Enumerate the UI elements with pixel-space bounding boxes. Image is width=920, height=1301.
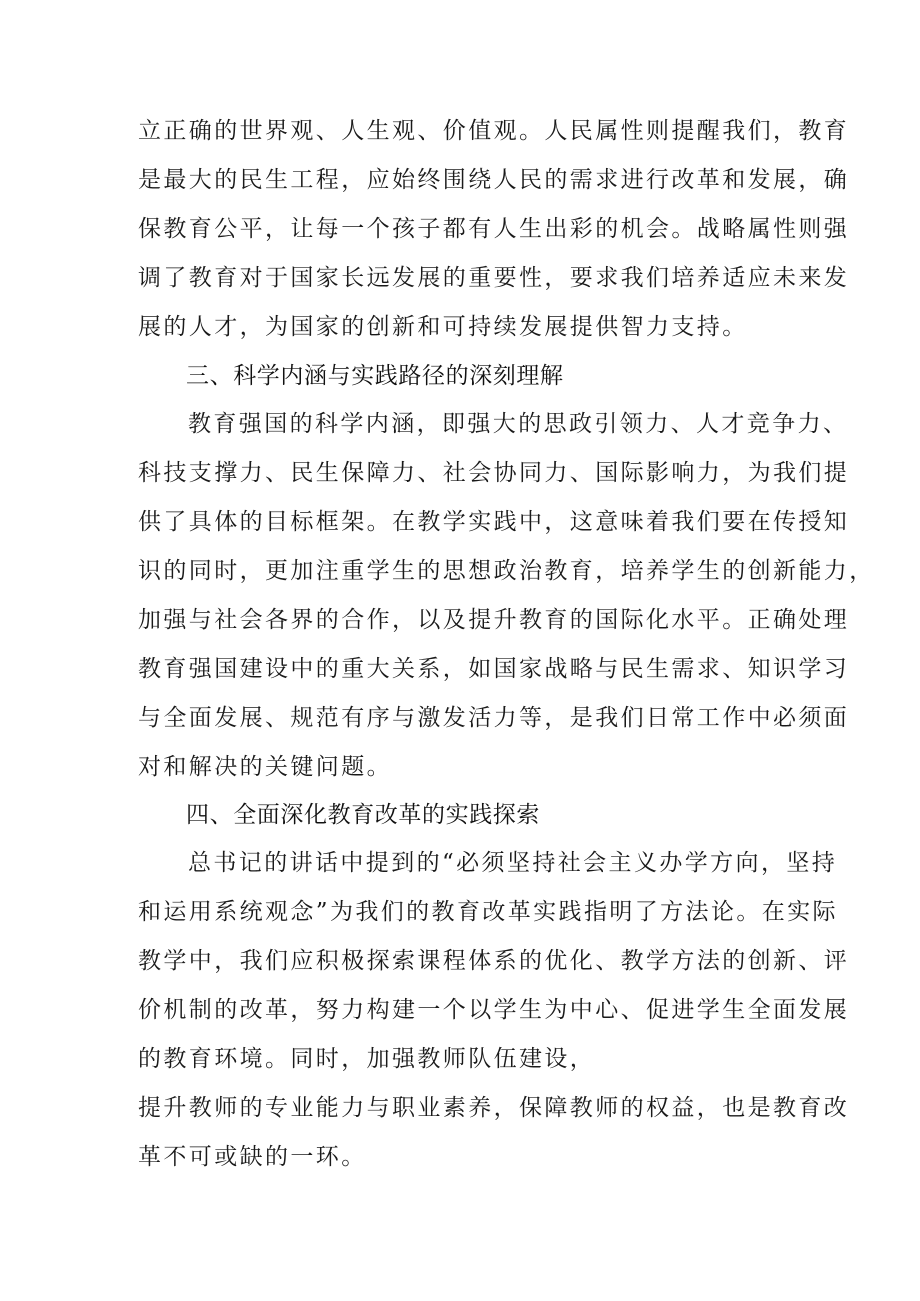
section-heading-3: 三、科学内涵与实践路径的深刻理解 [186, 363, 564, 389]
paragraph-line: 革不可或缺的一环。 [138, 1144, 367, 1170]
paragraph-line: 加强与社会各界的合作，以及提升教育的国际化水平。正确处理 [138, 607, 850, 633]
paragraph-line: 教育强国建设中的重大关系，如国家战略与民生需求、知识学习 [138, 656, 850, 682]
paragraph-line: 供了具体的目标框架。在教学实践中，这意味着我们要在传授知 [138, 509, 850, 535]
paragraph-line: 总书记的讲话中提到的“必须坚持社会主义办学方向，坚持 [188, 850, 838, 876]
paragraph-line: 价机制的改革，努力构建一个以学生为中心、促进学生全面发展 [138, 997, 850, 1023]
paragraph-line: 保教育公平，让每一个孩子都有人生出彩的机会。战略属性则强 [138, 216, 850, 242]
paragraph-line: 对和解决的关键问题。 [138, 754, 392, 780]
paragraph-line: 立正确的世界观、人生观、价值观。人民属性则提醒我们，教育 [138, 118, 850, 144]
paragraph-line: 的教育环境。同时，加强教师队伍建设， [138, 1046, 596, 1072]
paragraph-line: 教学中，我们应积极探索课程体系的优化、教学方法的创新、评 [138, 948, 850, 974]
section-heading-4: 四、全面深化教育改革的实践探索 [186, 802, 540, 828]
paragraph-line: 和运用系统观念”为我们的教育改革实践指明了方法论。在实际 [138, 899, 838, 925]
paragraph-line: 与全面发展、规范有序与激发活力等，是我们日常工作中必须面 [138, 705, 850, 731]
paragraph-line: 是最大的民生工程，应始终围绕人民的需求进行改革和发展，确 [138, 167, 850, 193]
paragraph-line: 展的人才，为国家的创新和可持续发展提供智力支持。 [138, 314, 748, 340]
paragraph-line: 调了教育对于国家长远发展的重要性，要求我们培养适应未来发 [138, 265, 850, 291]
paragraph-line: 识的同时，更加注重学生的思想政治教育，培养学生的创新能力， [138, 558, 875, 584]
paragraph-line: 科技支撑力、民生保障力、社会协同力、国际影响力，为我们提 [138, 460, 850, 486]
paragraph-line: 教育强国的科学内涵，即强大的思政引领力、人才竞争力、 [188, 411, 849, 437]
paragraph-line: 提升教师的专业能力与职业素养，保障教师的权益，也是教育改 [138, 1095, 850, 1121]
